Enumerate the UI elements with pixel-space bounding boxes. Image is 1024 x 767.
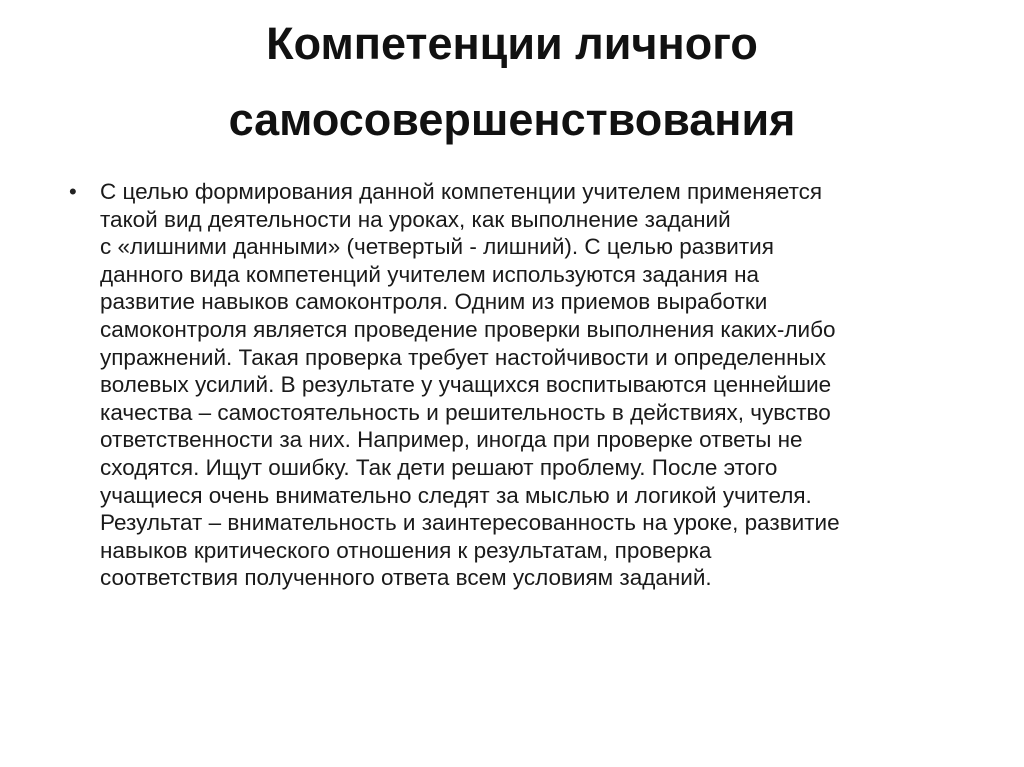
bullet-item [60, 178, 960, 592]
bullet-text-line: учащиеся очень внимательно следят за мыслью и логикой учителя. [100, 482, 812, 508]
bullet-text-line: соответствия полученного ответа всем условиям заданий. [100, 565, 712, 591]
bullet-text-line: С целью формирования данной компетенции учителем применяется [100, 179, 823, 204]
slide-title-line: Компетенции личного [266, 18, 758, 69]
bullet-text-line: развитие навыков самоконтроля. Одним из приемов выработки [100, 289, 768, 315]
slide-title-line: самосовершенствования [228, 94, 796, 145]
bullet-text-line: сходятся. Ищут ошибку. Так дети решают проблему. После этого [100, 454, 778, 480]
bullet-text-line: ответственности за них. Например, иногда при проверке ответы не [100, 427, 803, 453]
bullet-text-line: качества – самостоятельность и решительность в действиях, чувство [100, 399, 831, 425]
bullet-list [60, 178, 960, 592]
bullet-text-line: упражнений. Такая проверка требует настойчивости и определенных [100, 344, 826, 370]
bullet-text-line: данного вида компетенций учителем используются задания на [100, 261, 760, 287]
bullet-marker: • [69, 179, 77, 204]
bullet-text-line: навыков критического отношения к результатам, проверка [100, 537, 712, 563]
bullet-text-line: с «лишними данными» (четвертый - лишний). С целью развития [100, 234, 774, 260]
bullet-text-line: Результат – внимательность и заинтересованность на уроке, развитие [100, 510, 840, 536]
slide-title [60, 6, 964, 158]
bullet-text-line: самоконтроля является проведение проверки выполнения каких-либо [100, 316, 836, 342]
bullet-text-line: такой вид деятельности на уроках, как выполнение заданий [100, 206, 731, 232]
bullet-text-line: волевых усилий. В результате у учащихся воспитываются ценнейшие [100, 372, 832, 398]
